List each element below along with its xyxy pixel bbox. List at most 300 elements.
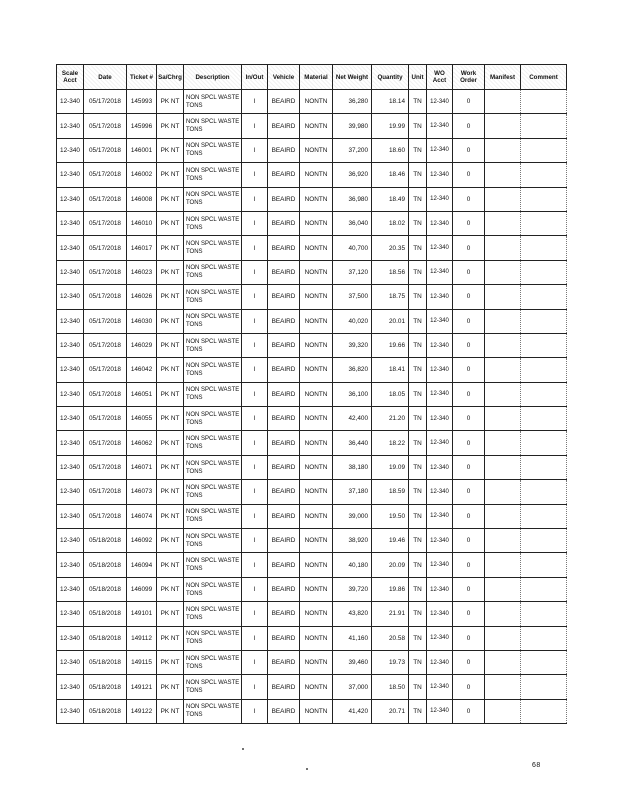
cell-comment xyxy=(521,675,567,699)
cell-sa-chrg: PK NT xyxy=(157,577,184,601)
cell-sa-chrg: PK NT xyxy=(157,358,184,382)
cell-ticket: 146051 xyxy=(127,382,157,406)
cell-date: 05/18/2018 xyxy=(84,529,127,553)
table-row xyxy=(57,90,567,114)
cell-description: NON SPCL WASTE TONS xyxy=(184,626,242,650)
cell-date: 05/17/2018 xyxy=(84,431,127,455)
cell-quantity: 18.02 xyxy=(372,211,409,235)
cell-in-out: I xyxy=(242,407,268,431)
cell-wo-acct: 12-340 xyxy=(427,382,453,406)
cell-net-weight: 36,100 xyxy=(333,382,372,406)
cell-sa-chrg: PK NT xyxy=(157,626,184,650)
cell-ticket: 149115 xyxy=(127,650,157,674)
cell-quantity: 20.01 xyxy=(372,309,409,333)
cell-comment xyxy=(521,236,567,260)
cell-material: NONTN xyxy=(300,187,333,211)
cell-comment xyxy=(521,529,567,553)
cell-scale-acct: 12-340 xyxy=(57,236,84,260)
cell-ticket: 146026 xyxy=(127,285,157,309)
cell-sa-chrg: PK NT xyxy=(157,431,184,455)
table-row xyxy=(57,626,567,650)
cell-in-out: I xyxy=(242,333,268,357)
cell-sa-chrg: PK NT xyxy=(157,455,184,479)
cell-sa-chrg: PK NT xyxy=(157,699,184,723)
cell-material: NONTN xyxy=(300,358,333,382)
cell-manifest xyxy=(485,675,521,699)
cell-manifest xyxy=(485,382,521,406)
cell-manifest xyxy=(485,333,521,357)
cell-description: NON SPCL WASTE TONS xyxy=(184,138,242,162)
cell-ticket: 146023 xyxy=(127,260,157,284)
cell-work-order: 0 xyxy=(453,699,485,723)
cell-unit: TN xyxy=(409,138,427,162)
cell-in-out: I xyxy=(242,699,268,723)
cell-material: NONTN xyxy=(300,650,333,674)
cell-description: NON SPCL WASTE TONS xyxy=(184,114,242,138)
cell-comment xyxy=(521,602,567,626)
cell-sa-chrg: PK NT xyxy=(157,114,184,138)
cell-work-order: 0 xyxy=(453,431,485,455)
cell-manifest xyxy=(485,309,521,333)
cell-net-weight: 36,440 xyxy=(333,431,372,455)
cell-date: 05/17/2018 xyxy=(84,504,127,528)
cell-manifest xyxy=(485,187,521,211)
cell-in-out: I xyxy=(242,455,268,479)
cell-net-weight: 38,180 xyxy=(333,455,372,479)
header-wo-acct: WO Acct xyxy=(427,65,453,90)
cell-quantity: 19.73 xyxy=(372,650,409,674)
cell-date: 05/17/2018 xyxy=(84,236,127,260)
cell-date: 05/17/2018 xyxy=(84,455,127,479)
cell-scale-acct: 12-340 xyxy=(57,675,84,699)
cell-material: NONTN xyxy=(300,699,333,723)
cell-comment xyxy=(521,187,567,211)
cell-wo-acct: 12-340 xyxy=(427,309,453,333)
cell-in-out: I xyxy=(242,480,268,504)
cell-unit: TN xyxy=(409,114,427,138)
cell-ticket: 146030 xyxy=(127,309,157,333)
cell-scale-acct: 12-340 xyxy=(57,504,84,528)
table-row xyxy=(57,577,567,601)
cell-net-weight: 40,020 xyxy=(333,309,372,333)
table-row xyxy=(57,602,567,626)
cell-in-out: I xyxy=(242,285,268,309)
cell-unit: TN xyxy=(409,602,427,626)
cell-net-weight: 36,040 xyxy=(333,211,372,235)
cell-manifest xyxy=(485,163,521,187)
cell-sa-chrg: PK NT xyxy=(157,382,184,406)
cell-wo-acct: 12-340 xyxy=(427,553,453,577)
table-row xyxy=(57,333,567,357)
cell-wo-acct: 12-340 xyxy=(427,431,453,455)
cell-wo-acct: 12-340 xyxy=(427,285,453,309)
cell-in-out: I xyxy=(242,260,268,284)
cell-in-out: I xyxy=(242,163,268,187)
cell-sa-chrg: PK NT xyxy=(157,407,184,431)
cell-unit: TN xyxy=(409,553,427,577)
table-row xyxy=(57,309,567,333)
table-row xyxy=(57,407,567,431)
cell-unit: TN xyxy=(409,431,427,455)
cell-date: 05/17/2018 xyxy=(84,260,127,284)
cell-ticket: 146094 xyxy=(127,553,157,577)
cell-work-order: 0 xyxy=(453,650,485,674)
table-row xyxy=(57,236,567,260)
cell-unit: TN xyxy=(409,309,427,333)
cell-material: NONTN xyxy=(300,260,333,284)
cell-comment xyxy=(521,260,567,284)
cell-net-weight: 42,400 xyxy=(333,407,372,431)
cell-wo-acct: 12-340 xyxy=(427,333,453,357)
cell-in-out: I xyxy=(242,626,268,650)
cell-sa-chrg: PK NT xyxy=(157,90,184,114)
cell-date: 05/18/2018 xyxy=(84,699,127,723)
cell-quantity: 20.58 xyxy=(372,626,409,650)
cell-comment xyxy=(521,163,567,187)
header-material: Material xyxy=(300,65,333,90)
cell-quantity: 18.59 xyxy=(372,480,409,504)
cell-material: NONTN xyxy=(300,480,333,504)
cell-material: NONTN xyxy=(300,529,333,553)
cell-quantity: 20.09 xyxy=(372,553,409,577)
cell-description: NON SPCL WASTE TONS xyxy=(184,260,242,284)
document-sheet xyxy=(56,64,566,724)
cell-wo-acct: 12-340 xyxy=(427,211,453,235)
cell-work-order: 0 xyxy=(453,163,485,187)
cell-comment xyxy=(521,431,567,455)
cell-vehicle: BEAIRD xyxy=(268,577,300,601)
cell-net-weight: 40,180 xyxy=(333,553,372,577)
cell-manifest xyxy=(485,626,521,650)
cell-net-weight: 39,980 xyxy=(333,114,372,138)
table-row xyxy=(57,431,567,455)
cell-wo-acct: 12-340 xyxy=(427,358,453,382)
header-comment: Comment xyxy=(521,65,567,90)
cell-unit: TN xyxy=(409,333,427,357)
cell-date: 05/17/2018 xyxy=(84,309,127,333)
cell-manifest xyxy=(485,138,521,162)
cell-sa-chrg: PK NT xyxy=(157,236,184,260)
cell-description: NON SPCL WASTE TONS xyxy=(184,187,242,211)
cell-vehicle: BEAIRD xyxy=(268,626,300,650)
cell-vehicle: BEAIRD xyxy=(268,358,300,382)
cell-material: NONTN xyxy=(300,504,333,528)
cell-quantity: 18.05 xyxy=(372,382,409,406)
cell-work-order: 0 xyxy=(453,529,485,553)
cell-scale-acct: 12-340 xyxy=(57,260,84,284)
cell-quantity: 18.56 xyxy=(372,260,409,284)
table-row xyxy=(57,358,567,382)
cell-sa-chrg: PK NT xyxy=(157,480,184,504)
cell-ticket: 146071 xyxy=(127,455,157,479)
cell-comment xyxy=(521,407,567,431)
cell-date: 05/18/2018 xyxy=(84,626,127,650)
cell-description: NON SPCL WASTE TONS xyxy=(184,333,242,357)
cell-date: 05/17/2018 xyxy=(84,163,127,187)
cell-quantity: 19.86 xyxy=(372,577,409,601)
cell-description: NON SPCL WASTE TONS xyxy=(184,480,242,504)
header-description: Description xyxy=(184,65,242,90)
cell-quantity: 18.75 xyxy=(372,285,409,309)
page-number: 68 xyxy=(532,762,541,769)
cell-description: NON SPCL WASTE TONS xyxy=(184,529,242,553)
cell-date: 05/17/2018 xyxy=(84,211,127,235)
cell-net-weight: 37,180 xyxy=(333,480,372,504)
scan-speck xyxy=(306,768,308,770)
cell-manifest xyxy=(485,358,521,382)
cell-date: 05/18/2018 xyxy=(84,577,127,601)
cell-vehicle: BEAIRD xyxy=(268,431,300,455)
cell-work-order: 0 xyxy=(453,187,485,211)
cell-vehicle: BEAIRD xyxy=(268,333,300,357)
cell-comment xyxy=(521,114,567,138)
cell-manifest xyxy=(485,260,521,284)
cell-vehicle: BEAIRD xyxy=(268,236,300,260)
cell-quantity: 19.50 xyxy=(372,504,409,528)
cell-scale-acct: 12-340 xyxy=(57,382,84,406)
cell-ticket: 146002 xyxy=(127,163,157,187)
cell-vehicle: BEAIRD xyxy=(268,529,300,553)
cell-quantity: 21.20 xyxy=(372,407,409,431)
cell-unit: TN xyxy=(409,407,427,431)
cell-comment xyxy=(521,333,567,357)
cell-in-out: I xyxy=(242,187,268,211)
cell-scale-acct: 12-340 xyxy=(57,163,84,187)
cell-description: NON SPCL WASTE TONS xyxy=(184,285,242,309)
cell-material: NONTN xyxy=(300,626,333,650)
cell-work-order: 0 xyxy=(453,480,485,504)
cell-scale-acct: 12-340 xyxy=(57,431,84,455)
cell-wo-acct: 12-340 xyxy=(427,163,453,187)
cell-wo-acct: 12-340 xyxy=(427,260,453,284)
cell-net-weight: 36,920 xyxy=(333,163,372,187)
cell-work-order: 0 xyxy=(453,114,485,138)
cell-work-order: 0 xyxy=(453,455,485,479)
cell-description: NON SPCL WASTE TONS xyxy=(184,504,242,528)
cell-net-weight: 39,720 xyxy=(333,577,372,601)
cell-material: NONTN xyxy=(300,163,333,187)
cell-material: NONTN xyxy=(300,236,333,260)
cell-net-weight: 39,000 xyxy=(333,504,372,528)
cell-scale-acct: 12-340 xyxy=(57,455,84,479)
cell-description: NON SPCL WASTE TONS xyxy=(184,455,242,479)
cell-description: NON SPCL WASTE TONS xyxy=(184,577,242,601)
cell-date: 05/17/2018 xyxy=(84,480,127,504)
cell-work-order: 0 xyxy=(453,211,485,235)
cell-net-weight: 37,000 xyxy=(333,675,372,699)
cell-date: 05/17/2018 xyxy=(84,382,127,406)
cell-material: NONTN xyxy=(300,138,333,162)
cell-vehicle: BEAIRD xyxy=(268,138,300,162)
cell-in-out: I xyxy=(242,675,268,699)
cell-sa-chrg: PK NT xyxy=(157,260,184,284)
cell-scale-acct: 12-340 xyxy=(57,333,84,357)
cell-manifest xyxy=(485,577,521,601)
scan-speck xyxy=(242,748,244,750)
table-row xyxy=(57,285,567,309)
cell-comment xyxy=(521,138,567,162)
cell-scale-acct: 12-340 xyxy=(57,529,84,553)
cell-material: NONTN xyxy=(300,114,333,138)
cell-in-out: I xyxy=(242,382,268,406)
table-row xyxy=(57,675,567,699)
cell-sa-chrg: PK NT xyxy=(157,138,184,162)
cell-work-order: 0 xyxy=(453,675,485,699)
header-vehicle: Vehicle xyxy=(268,65,300,90)
cell-description: NON SPCL WASTE TONS xyxy=(184,675,242,699)
cell-quantity: 20.35 xyxy=(372,236,409,260)
cell-manifest xyxy=(485,529,521,553)
cell-sa-chrg: PK NT xyxy=(157,529,184,553)
cell-wo-acct: 12-340 xyxy=(427,114,453,138)
cell-ticket: 146062 xyxy=(127,431,157,455)
cell-material: NONTN xyxy=(300,407,333,431)
cell-in-out: I xyxy=(242,114,268,138)
table-body xyxy=(57,90,567,724)
cell-work-order: 0 xyxy=(453,285,485,309)
cell-vehicle: BEAIRD xyxy=(268,407,300,431)
cell-manifest xyxy=(485,602,521,626)
cell-material: NONTN xyxy=(300,431,333,455)
cell-in-out: I xyxy=(242,577,268,601)
cell-net-weight: 43,820 xyxy=(333,602,372,626)
cell-date: 05/17/2018 xyxy=(84,407,127,431)
cell-material: NONTN xyxy=(300,309,333,333)
header-scale-acct: Scale Acct xyxy=(57,65,84,90)
cell-material: NONTN xyxy=(300,90,333,114)
cell-manifest xyxy=(485,504,521,528)
cell-unit: TN xyxy=(409,163,427,187)
cell-quantity: 20.71 xyxy=(372,699,409,723)
cell-wo-acct: 12-340 xyxy=(427,675,453,699)
header-manifest: Manifest xyxy=(485,65,521,90)
cell-net-weight: 39,460 xyxy=(333,650,372,674)
cell-vehicle: BEAIRD xyxy=(268,90,300,114)
cell-scale-acct: 12-340 xyxy=(57,138,84,162)
cell-unit: TN xyxy=(409,358,427,382)
table-row xyxy=(57,260,567,284)
cell-unit: TN xyxy=(409,236,427,260)
table-row xyxy=(57,553,567,577)
table-row xyxy=(57,504,567,528)
cell-scale-acct: 12-340 xyxy=(57,577,84,601)
cell-unit: TN xyxy=(409,260,427,284)
cell-quantity: 18.14 xyxy=(372,90,409,114)
cell-vehicle: BEAIRD xyxy=(268,309,300,333)
cell-ticket: 146092 xyxy=(127,529,157,553)
cell-work-order: 0 xyxy=(453,626,485,650)
cell-comment xyxy=(521,285,567,309)
cell-ticket: 146029 xyxy=(127,333,157,357)
cell-work-order: 0 xyxy=(453,309,485,333)
cell-unit: TN xyxy=(409,455,427,479)
cell-vehicle: BEAIRD xyxy=(268,455,300,479)
table-row xyxy=(57,138,567,162)
cell-manifest xyxy=(485,90,521,114)
cell-wo-acct: 12-340 xyxy=(427,577,453,601)
table-row xyxy=(57,211,567,235)
cell-description: NON SPCL WASTE TONS xyxy=(184,358,242,382)
header-ticket: Ticket # xyxy=(127,65,157,90)
cell-net-weight: 36,980 xyxy=(333,187,372,211)
cell-manifest xyxy=(485,285,521,309)
cell-quantity: 21.91 xyxy=(372,602,409,626)
cell-sa-chrg: PK NT xyxy=(157,309,184,333)
cell-quantity: 19.66 xyxy=(372,333,409,357)
cell-ticket: 149121 xyxy=(127,675,157,699)
cell-scale-acct: 12-340 xyxy=(57,626,84,650)
cell-manifest xyxy=(485,553,521,577)
cell-vehicle: BEAIRD xyxy=(268,382,300,406)
cell-manifest xyxy=(485,114,521,138)
cell-manifest xyxy=(485,650,521,674)
cell-description: NON SPCL WASTE TONS xyxy=(184,699,242,723)
cell-vehicle: BEAIRD xyxy=(268,480,300,504)
cell-vehicle: BEAIRD xyxy=(268,504,300,528)
cell-description: NON SPCL WASTE TONS xyxy=(184,211,242,235)
cell-vehicle: BEAIRD xyxy=(268,260,300,284)
cell-wo-acct: 12-340 xyxy=(427,699,453,723)
cell-net-weight: 36,280 xyxy=(333,90,372,114)
cell-scale-acct: 12-340 xyxy=(57,90,84,114)
cell-ticket: 146008 xyxy=(127,187,157,211)
table-row xyxy=(57,163,567,187)
cell-unit: TN xyxy=(409,211,427,235)
table-row xyxy=(57,529,567,553)
cell-sa-chrg: PK NT xyxy=(157,285,184,309)
cell-wo-acct: 12-340 xyxy=(427,407,453,431)
cell-in-out: I xyxy=(242,211,268,235)
cell-comment xyxy=(521,358,567,382)
cell-scale-acct: 12-340 xyxy=(57,699,84,723)
table-row xyxy=(57,382,567,406)
cell-date: 05/18/2018 xyxy=(84,650,127,674)
cell-date: 05/18/2018 xyxy=(84,553,127,577)
header-date: Date xyxy=(84,65,127,90)
cell-material: NONTN xyxy=(300,211,333,235)
cell-in-out: I xyxy=(242,431,268,455)
cell-unit: TN xyxy=(409,480,427,504)
cell-vehicle: BEAIRD xyxy=(268,699,300,723)
cell-in-out: I xyxy=(242,602,268,626)
cell-vehicle: BEAIRD xyxy=(268,553,300,577)
cell-material: NONTN xyxy=(300,553,333,577)
cell-material: NONTN xyxy=(300,577,333,601)
cell-date: 05/17/2018 xyxy=(84,333,127,357)
cell-date: 05/18/2018 xyxy=(84,602,127,626)
cell-ticket: 149112 xyxy=(127,626,157,650)
scale-ticket-table xyxy=(56,64,567,724)
table-row xyxy=(57,187,567,211)
cell-scale-acct: 12-340 xyxy=(57,285,84,309)
cell-vehicle: BEAIRD xyxy=(268,187,300,211)
cell-sa-chrg: PK NT xyxy=(157,650,184,674)
cell-wo-acct: 12-340 xyxy=(427,602,453,626)
cell-scale-acct: 12-340 xyxy=(57,358,84,382)
cell-wo-acct: 12-340 xyxy=(427,626,453,650)
cell-quantity: 18.46 xyxy=(372,163,409,187)
cell-in-out: I xyxy=(242,529,268,553)
cell-ticket: 146073 xyxy=(127,480,157,504)
cell-date: 05/17/2018 xyxy=(84,90,127,114)
cell-comment xyxy=(521,480,567,504)
cell-quantity: 18.50 xyxy=(372,675,409,699)
cell-vehicle: BEAIRD xyxy=(268,211,300,235)
cell-work-order: 0 xyxy=(453,407,485,431)
table-row xyxy=(57,455,567,479)
cell-comment xyxy=(521,699,567,723)
cell-sa-chrg: PK NT xyxy=(157,187,184,211)
